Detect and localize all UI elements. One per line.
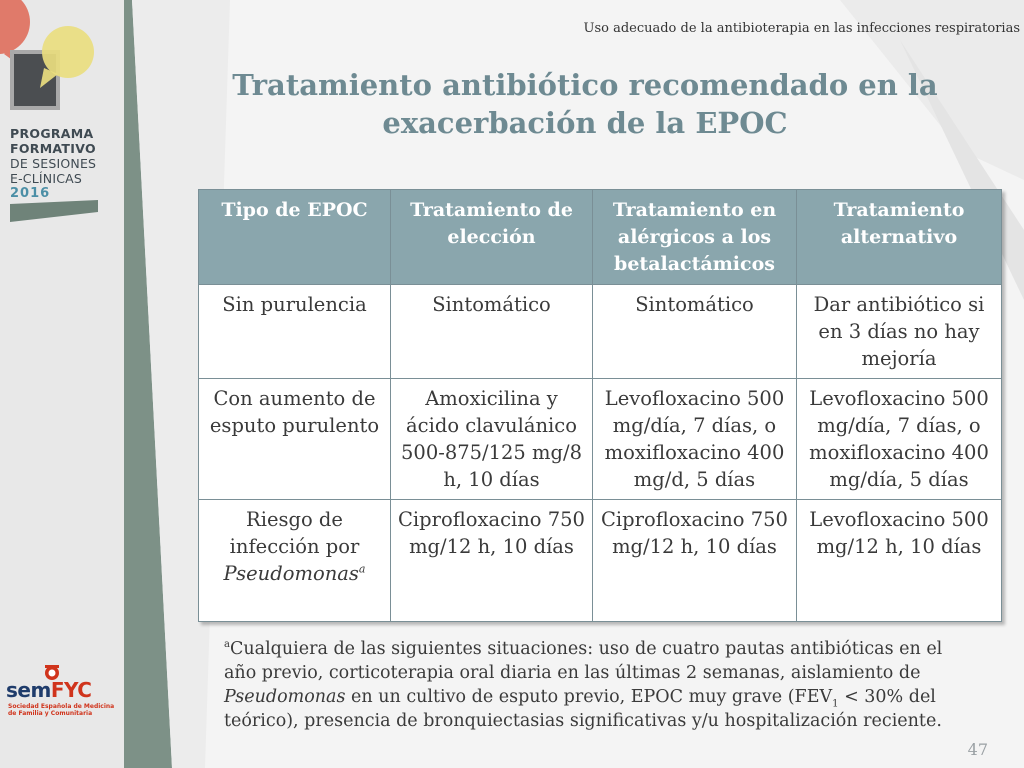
treatment-table-grid — [198, 189, 1002, 622]
brand-line-3: DE SESIONES — [10, 156, 97, 171]
cell-type-text: Riesgo de infección por — [229, 508, 360, 558]
header-tratamiento-alergicos: Tratamiento en alérgicos a los betalactámicos — [593, 190, 797, 285]
cell-choice: Amoxicilina y ácido clavulánico 500-875/125 mg/8 h, 10 días — [391, 379, 593, 500]
semfyc-name-part2: FYC — [50, 678, 92, 702]
cell-allergic: Sintomático — [593, 285, 797, 379]
slide-title-line1: Tratamiento antibiótico recomendado en la — [232, 68, 938, 102]
table-row — [199, 379, 1002, 500]
semfyc-name-part1: sem — [6, 678, 51, 702]
footnote-italic: Pseudomonas — [224, 687, 346, 707]
cell-choice: Sintomático — [391, 285, 593, 379]
program-branding — [10, 126, 120, 201]
footnote-marker: a — [358, 562, 366, 576]
header-tratamiento-eleccion: Tratamiento de elección — [391, 190, 593, 285]
presentation-subject: Uso adecuado de la antibioterapia en las infecciones respiratorias — [583, 21, 1020, 36]
semfyc-subtitle-line1: Sociedad Española de Medicina — [8, 703, 115, 710]
table-row — [199, 285, 1002, 379]
semfyc-name — [6, 678, 91, 702]
footnote-part2: en un cultivo de esputo previo, EPOC muy grave (FEV — [351, 687, 833, 707]
semfyc-subtitle — [8, 703, 118, 717]
brand-year: 2016 — [10, 186, 51, 201]
footnote-part1: Cualquiera de las siguientes situaciones: uso de cuatro pautas antibióticas en el año previo, corticoterapia oral diaria en las últimas 2 semanas, aislamiento de — [224, 639, 943, 683]
cell-type: Sin purulencia — [199, 285, 391, 379]
cell-alternative: Dar antibiótico si en 3 días no hay mejoría — [797, 285, 1002, 379]
cell-type — [199, 500, 391, 622]
footnote-part3: < 30% del teórico), presencia de bronquiectasias significativas y/u hospitalización reciente. — [224, 687, 942, 731]
brand-line-4: E-CLÍNICAS — [10, 171, 83, 186]
cell-choice: Ciprofloxacino 750 mg/12 h, 10 días — [391, 500, 593, 622]
treatment-table — [198, 189, 1001, 622]
slide-title — [200, 66, 970, 142]
cell-type: Con aumento de esputo purulento — [199, 379, 391, 500]
brand-line-2: FORMATIVO — [10, 141, 96, 156]
semfyc-subtitle-line2: de Familia y Comunitaria — [8, 710, 93, 717]
cell-alternative: Levofloxacino 500 mg/12 h, 10 días — [797, 500, 1002, 622]
footnote-sup: a — [224, 639, 230, 651]
cell-allergic: Ciprofloxacino 750 mg/12 h, 10 días — [593, 500, 797, 622]
table-footnote — [224, 637, 964, 733]
footnote-sub: 1 — [832, 698, 839, 710]
brand-line-1: PROGRAMA — [10, 126, 94, 141]
header-tipo-epoc: Tipo de EPOC — [199, 190, 391, 285]
table-row — [199, 500, 1002, 622]
page-number: 47 — [967, 740, 988, 759]
cell-alternative: Levofloxacino 500 mg/día, 7 días, o moxifloxacino 400 mg/día, 5 días — [797, 379, 1002, 500]
cell-allergic: Levofloxacino 500 mg/día, 7 días, o moxifloxacino 400 mg/d, 5 días — [593, 379, 797, 500]
slide-title-line2: exacerbación de la EPOC — [382, 106, 788, 140]
header-tratamiento-alternativo: Tratamiento alternativo — [797, 190, 1002, 285]
table-header-row — [199, 190, 1002, 285]
cell-type-italic: Pseudomonas — [223, 562, 359, 585]
